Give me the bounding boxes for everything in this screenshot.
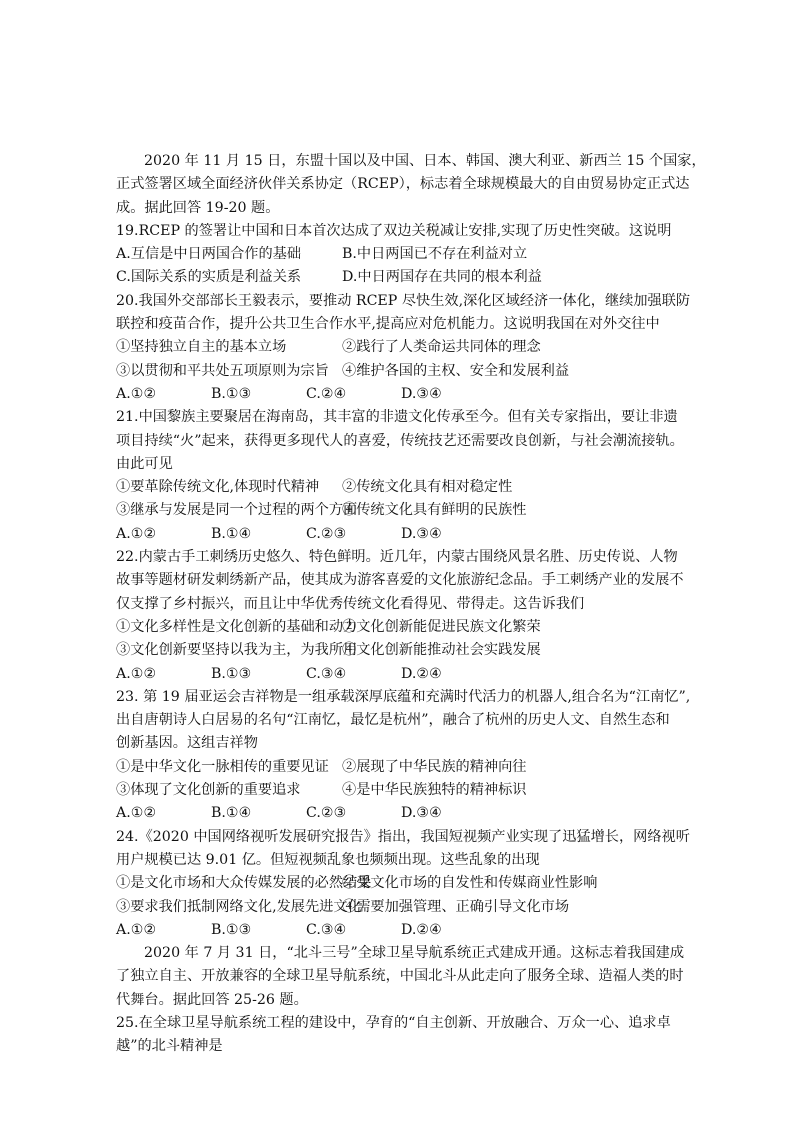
- option-item: ③继承与发展是同一个过程的两个方面: [116, 502, 358, 519]
- exam-page: [116, 150, 706, 1059]
- option-row: [116, 243, 684, 266]
- option-item: ①是文化市场和大众传媒发展的必然结果: [116, 875, 372, 892]
- question-line: 22.内蒙古手工刺绣历史悠久、特色鲜明。近几年，内蒙古围绕风景名胜、历史传说、人物: [116, 549, 678, 566]
- answer-choice: A.①②: [116, 805, 157, 822]
- option-row: [116, 756, 684, 779]
- option-item: ③体现了文化创新的重要追求: [116, 782, 301, 799]
- answer-choice: B.①③: [211, 921, 252, 938]
- answer-choice: D.③④: [401, 525, 442, 542]
- answer-choice: C.②④: [306, 385, 347, 402]
- answer-choice: A.①②: [116, 385, 157, 402]
- answer-choices: [116, 383, 684, 406]
- option-item: ④文化创新能推动社会实践发展: [342, 642, 541, 659]
- question-line: 越”的北斗精神是: [116, 1038, 223, 1055]
- option-item: ④需要加强管理、正确引导文化市场: [342, 898, 570, 915]
- option-item: ③要求我们抵制网络文化,发展先进文化: [116, 898, 362, 915]
- answer-choice: A.①②: [116, 665, 157, 682]
- question-line: 由此可见: [116, 455, 173, 472]
- option-item: ②传统文化具有相对稳定性: [342, 479, 513, 496]
- answer-choices: [116, 919, 684, 942]
- answer-choice: A.①②: [116, 525, 157, 542]
- passage-line: 了独立自主、开放兼容的全球卫星导航系统，中国北斗从此走向了服务全球、造福人类的时: [116, 968, 684, 985]
- option-item: C.国际关系的实质是利益关系: [116, 269, 302, 286]
- question-line: 联控和疫苗合作，提升公共卫生合作水平,提高应对危机能力。这说明我国在对外交往中: [116, 316, 660, 333]
- answer-choice: D.②④: [401, 921, 442, 938]
- question-line: 出自唐朝诗人白居易的名句“江南忆，最忆是杭州”，融合了杭州的历史人文、自然生态和: [116, 712, 670, 729]
- option-item: ①文化多样性是文化创新的基础和动力: [116, 618, 358, 635]
- option-item: ②文化创新能促进民族文化繁荣: [342, 618, 541, 635]
- option-row: [116, 616, 684, 639]
- passage-line: 2020 年 11 月 15 日，东盟十国以及中国、日本、韩国、澳大利亚、新西兰 15 个国家，: [144, 153, 706, 169]
- option-row: [116, 872, 684, 895]
- passage-line: 代舞台。据此回答 25-26 题。: [116, 991, 308, 1008]
- question-line: 项目持续“火”起来，获得更多现代人的喜爱，传统技艺还需要改良创新，与社会潮流接轨。: [116, 432, 684, 449]
- option-row: [116, 336, 684, 359]
- option-item: ④维护各国的主权、安全和发展利益: [342, 362, 570, 379]
- answer-choice: B.①③: [211, 385, 252, 402]
- answer-choice: D.③④: [401, 805, 442, 822]
- option-item: B.中日两国已不存在利益对立: [342, 246, 528, 263]
- option-item: ④是中华民族独特的精神标识: [342, 782, 527, 799]
- option-item: A.互信是中日两国合作的基础: [116, 246, 302, 263]
- answer-choice: C.②③: [306, 805, 347, 822]
- answer-choice: A.①②: [116, 921, 157, 938]
- passage-line: 2020 年 7 月 31 日，“北斗三号”全球卫星导航系统正式建成开通。这标志着我国建成: [144, 945, 685, 962]
- passage-line: 正式签署区域全面经济伙伴关系协定（RCEP），标志着全球规模最大的自由贸易协定正式达: [116, 176, 690, 193]
- question-line: 故事等题材研发刺绣新产品，使其成为游客喜爱的文化旅游纪念品。手工刺绣产业的发展不: [116, 572, 684, 589]
- question-line: 23. 第 19 届亚运会吉祥物是一组承载深厚底蕴和充满时代活力的机器人,组合名为“江南忆”,: [116, 688, 691, 705]
- option-item: ②展现了中华民族的精神向往: [342, 758, 527, 775]
- answer-choices: [116, 802, 684, 825]
- question-line: 21.中国黎族主要聚居在海南岛，其丰富的非遗文化传承至今。但有关专家指出，要让非遗: [116, 409, 678, 426]
- answer-choices: [116, 523, 684, 546]
- option-row: [116, 266, 684, 289]
- question-line: 20.我国外交部部长王毅表示，要推动 RCEP 尽快生效,深化区域经济一体化，继续加强联防: [116, 292, 691, 309]
- option-item: ①是中华文化一脉相传的重要见证: [116, 758, 329, 775]
- option-item: ③以贯彻和平共处五项原则为宗旨: [116, 362, 329, 379]
- answer-choice: D.③④: [401, 385, 442, 402]
- option-row: [116, 896, 684, 919]
- option-row: [116, 779, 684, 802]
- option-row: [116, 639, 684, 662]
- question-line: 24.《2020 中国网络视听发展研究报告》指出，我国短视频产业实现了迅猛增长，网络视听: [116, 828, 690, 845]
- answer-choice: B.①④: [211, 525, 252, 542]
- answer-choices: [116, 663, 684, 686]
- option-item: ①坚持独立自主的基本立场: [116, 339, 287, 356]
- answer-choice: B.①④: [211, 805, 252, 822]
- question-line: 19.RCEP 的签署让中国和日本首次达成了双边关税减让安排,实现了历史性突破。这说明: [116, 222, 672, 239]
- answer-choice: C.③④: [306, 665, 347, 682]
- answer-choice: C.③④: [306, 921, 347, 938]
- passage-line: 成。据此回答 19-20 题。: [116, 199, 280, 216]
- option-item: D.中日两国存在共同的根本利益: [342, 269, 542, 286]
- option-row: [116, 476, 684, 499]
- question-line: 创新基因。这组吉祥物: [116, 735, 258, 752]
- option-item: ①要革除传统文化,体现时代精神: [116, 479, 320, 496]
- answer-choice: D.②④: [401, 665, 442, 682]
- option-item: ③文化创新要坚持以我为主，为我所用: [116, 642, 358, 659]
- option-item: ②践行了人类命运共同体的理念: [342, 339, 541, 356]
- option-row: [116, 499, 684, 522]
- option-item: ④传统文化具有鲜明的民族性: [342, 502, 527, 519]
- option-item: ②受文化市场的自发性和传媒商业性影响: [342, 875, 598, 892]
- question-line: 仅支撑了乡村振兴，而且让中华优秀传统文化看得见、带得走。这告诉我们: [116, 595, 585, 612]
- question-line: 25.在全球卫星导航系统工程的建设中，孕育的“自主创新、开放融合、万众一心、追求卓: [116, 1014, 671, 1031]
- answer-choice: B.①③: [211, 665, 252, 682]
- question-line: 用户规模已达 9.01 亿。但短视频乱象也频频出现。这些乱象的出现: [116, 851, 540, 868]
- option-row: [116, 360, 684, 383]
- answer-choice: C.②③: [306, 525, 347, 542]
